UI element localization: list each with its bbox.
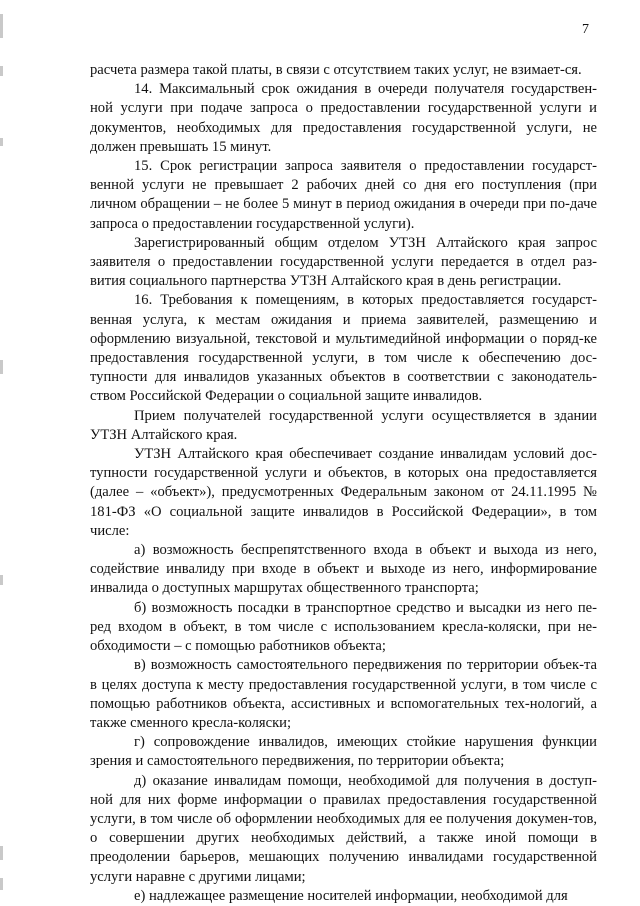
scan-mark	[0, 360, 3, 374]
list-item-g: г) сопровождение инвалидов, имеющих стойкие нарушения функции зрения и самостоятельного передвижения, по территории объекта;	[90, 734, 597, 770]
list-item-e: е) надлежащее размещение носителей информации, необходимой для	[134, 887, 568, 904]
scan-mark	[0, 138, 3, 146]
scan-mark	[0, 66, 3, 76]
page-number: 7	[582, 22, 589, 37]
scan-mark	[0, 878, 3, 890]
paragraph-request-forwarding: Зарегистрированный общим отделом УТЗН Алтайского края запрос заявителя о предоставлении государственной услуги передается в отдел раз-вития социального партнерства УТЗН Алтайского края в день регистрации.	[90, 234, 597, 290]
document-body	[90, 61, 597, 906]
paragraph-accessibility-conditions: УТЗН Алтайского края обеспечивает создание инвалидам условий дос-тупности государственной услуги и объектов, в которых она предоставляется (далее – «объект»), предусмотренных Федеральным законом от 24.11.1995 № 181-ФЗ «О социальной защите инвалидов в Российской Федерации», в том числе:	[90, 446, 597, 539]
paragraph-fee-continuation: расчета размера такой платы, в связи с отсутствием таких услуг, не взимает-ся.	[90, 62, 582, 78]
paragraph-14-queue-wait: 14. Максимальный срок ожидания в очереди получателя государствен-ной услуги при подаче запроса о предоставлении государственной услуги и документов, необходимых для предоставления государственной услуги, не должен превышать 15 минут.	[90, 81, 597, 155]
paragraph-reception-location: Прием получателей государственной услуги осуществляется в здании УТЗН Алтайского края.	[90, 407, 597, 443]
scan-mark	[0, 575, 3, 585]
scan-mark	[0, 846, 3, 860]
list-item-a: а) возможность беспрепятственного входа в объект и выхода из него, содействие инвалиду при входе в объект и выходе из него, информирование инвалида о доступных маршрутах общественного транспорта;	[90, 542, 597, 597]
paragraph-16-premises-requirements: 16. Требования к помещениям, в которых предоставляется государст-венная услуга, к местам ожидания и приема заявителей, размещению и оформлению визуальной, текстовой и мультимедийной информации о поряд-ке предоставления государственной услуги, в том числе к обеспечению дос-тупности для инвалидов указанных объектов в соответствии с законодатель-ством Российской Федерации о социальной защите инвалидов.	[90, 292, 597, 405]
list-item-v: в) возможность самостоятельного передвижения по территории объек-та в целях доступа к месту предоставления государственной услуги, в том числе с помощью работников объекта, ассистивных и вспомогательных тех-нологий, а также сменного кресла-коляски;	[90, 657, 597, 731]
list-item-d: д) оказание инвалидам помощи, необходимой для получения в доступ-ной для них форме информации о правилах предоставления государственной услуги, в том числе об оформлении необходимых для ее получения докумен-тов, о совершении других необходимых действий, а также иной помощи в преодолении барьеров, мешающих получению инвалидами государственной услуги наравне с другими лицами;	[90, 772, 597, 885]
list-item-b: б) возможность посадки в транспортное средство и высадки из него пе-ред входом в объект, в том числе с использованием кресла-коляски, при не-обходимости – с помощью работников объекта;	[90, 599, 597, 655]
paragraph-15-registration-time: 15. Срок регистрации запроса заявителя о предоставлении государст-венной услуги не превышает 2 рабочих дней со дня его поступления (при личном обращении – не более 5 минут в период ожидания в очереди при по-даче запроса о предоставлении государственной услуги).	[90, 158, 597, 232]
scan-mark	[0, 14, 3, 38]
